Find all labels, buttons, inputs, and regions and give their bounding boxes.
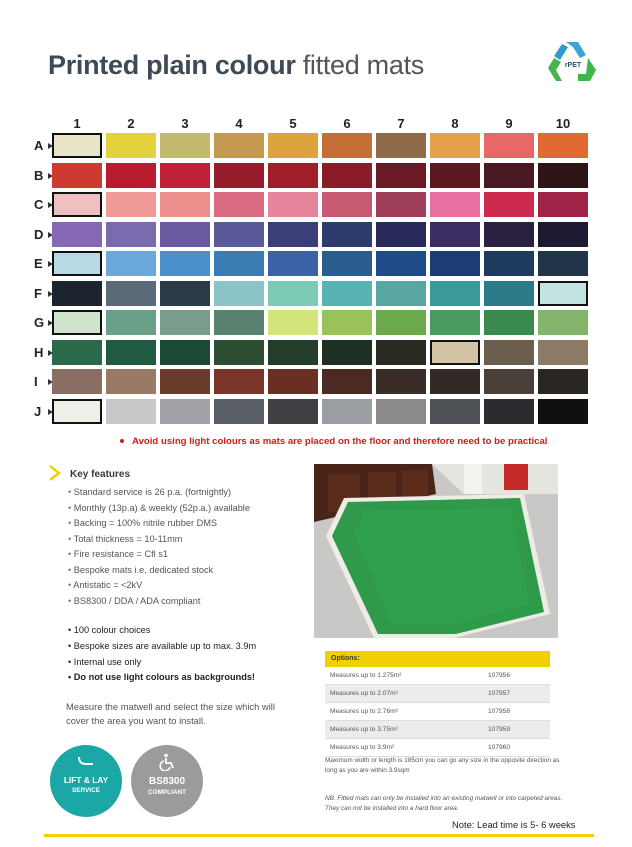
feature-item: • Total thickness = 10-11mm [68,532,250,548]
swatch-g10[interactable] [538,310,588,335]
swatch-i4[interactable] [214,369,264,394]
key-features-list [68,485,250,609]
swatch-c3[interactable] [160,192,210,217]
option-description: Measures up to 2.76m² [330,708,398,715]
swatch-e6[interactable] [322,251,372,276]
column-header: 5 [289,116,297,131]
swatch-i9[interactable] [484,369,534,394]
feature-item: • Internal use only [68,655,256,671]
lift-and-lay-badge [50,745,122,817]
swatch-h4[interactable] [214,340,264,365]
swatch-d1[interactable] [52,222,102,247]
column-header: 4 [235,116,243,131]
swatch-b8[interactable] [430,163,480,188]
swatch-h2[interactable] [106,340,156,365]
swatch-h5[interactable] [268,340,318,365]
wheelchair-icon [158,753,176,771]
swatch-g1[interactable] [52,310,102,335]
options-row [325,703,550,721]
column-header: 3 [181,116,189,131]
swatch-e7[interactable] [376,251,426,276]
swatch-c5[interactable] [268,192,318,217]
swatch-f3[interactable] [160,281,210,306]
swatch-a5[interactable] [268,133,318,158]
swatch-i3[interactable] [160,369,210,394]
swatch-h1[interactable] [52,340,102,365]
option-code: 107958 [488,708,511,715]
swatch-e10[interactable] [538,251,588,276]
swatch-e2[interactable] [106,251,156,276]
swatch-d4[interactable] [214,222,264,247]
swatch-g4[interactable] [214,310,264,335]
swatch-i6[interactable] [322,369,372,394]
option-code: 107960 [488,744,511,751]
option-code: 107956 [488,672,511,679]
swatch-h7[interactable] [376,340,426,365]
bullet-icon [120,439,124,443]
rpet-recycle-icon [546,38,598,84]
swatch-g8[interactable] [430,310,480,335]
swatch-g5[interactable] [268,310,318,335]
swatch-b4[interactable] [214,163,264,188]
options-header: Options: [325,651,550,667]
swatch-i8[interactable] [430,369,480,394]
feature-item: • Do not use light colours as backgrounds! [68,670,256,686]
swatch-j9[interactable] [484,399,534,424]
page-title [48,50,424,81]
swatch-d3[interactable] [160,222,210,247]
swatch-i10[interactable] [538,369,588,394]
swatch-d6[interactable] [322,222,372,247]
swatch-j8[interactable] [430,399,480,424]
row-header: G [34,315,45,330]
column-header: 8 [451,116,459,131]
lift-badge-line2: SERVICE [72,787,100,794]
options-row [325,721,550,739]
warning-note [120,436,547,447]
swatch-f6[interactable] [322,281,372,306]
swatch-h3[interactable] [160,340,210,365]
swatch-h9[interactable] [484,340,534,365]
swatch-a10[interactable] [538,133,588,158]
swatch-b10[interactable] [538,163,588,188]
feature-item: • Fire resistance = Cfl s1 [68,547,250,563]
row-header: D [34,226,44,242]
options-row [325,667,550,685]
row-header: F [34,285,42,301]
option-description: Measures up to 2.07m² [330,690,398,697]
feature-item: • Backing = 100% nitrile rubber DMS [68,516,250,532]
swatch-j7[interactable] [376,399,426,424]
column-header: 2 [127,116,135,131]
title-bold: Printed plain colour [48,50,296,80]
swatch-a9[interactable] [484,133,534,158]
feature-item: • Bespoke mats i.e. dedicated stock [68,563,250,579]
swatch-c2[interactable] [106,192,156,217]
column-header: 10 [555,116,571,131]
feature-item: • BS8300 / DDA / ADA compliant [68,594,250,610]
swatch-j2[interactable] [106,399,156,424]
swatch-f4[interactable] [214,281,264,306]
column-header: 6 [343,116,351,131]
swatch-d10[interactable] [538,222,588,247]
swatch-f2[interactable] [106,281,156,306]
swatch-g9[interactable] [484,310,534,335]
swatch-b3[interactable] [160,163,210,188]
swatch-f5[interactable] [268,281,318,306]
swatch-e9[interactable] [484,251,534,276]
swatch-j3[interactable] [160,399,210,424]
swatch-b9[interactable] [484,163,534,188]
row-header: I [34,374,38,389]
swatch-a4[interactable] [214,133,264,158]
bs8300-badge [131,745,203,817]
swatch-c9[interactable] [484,192,534,217]
column-header: 7 [397,116,405,131]
swatch-a3[interactable] [160,133,210,158]
swatch-f7[interactable] [376,281,426,306]
row-header: C [34,197,44,212]
swatch-c8[interactable] [430,192,480,217]
options-table [325,651,550,757]
swatch-d8[interactable] [430,222,480,247]
title-light: fitted mats [302,50,424,80]
swatch-h10[interactable] [538,340,588,365]
swatch-f1[interactable] [52,281,102,306]
row-header: A [34,138,44,153]
feature-item: • Bespoke sizes are available up to max. 3.9m [68,639,256,655]
swatch-a6[interactable] [322,133,372,158]
swatch-j1[interactable] [52,399,102,424]
max-size-note: Maximum width or length is 185cm you can go any size in the opposite direction as long as you are within 3.9sqm [325,757,560,774]
swatch-c4[interactable] [214,192,264,217]
swatch-i2[interactable] [106,369,156,394]
options-row [325,739,550,757]
swatch-h6[interactable] [322,340,372,365]
swatch-j5[interactable] [268,399,318,424]
swatch-e8[interactable] [430,251,480,276]
rpet-label: rPET [564,62,582,69]
key-features-title: Key features [70,469,131,480]
swatch-d5[interactable] [268,222,318,247]
swatch-a8[interactable] [430,133,480,158]
row-header: E [34,256,43,271]
row-header: B [34,167,44,183]
swatch-f10[interactable] [538,281,588,306]
swatch-a7[interactable] [376,133,426,158]
swatch-e4[interactable] [214,251,264,276]
column-header: 1 [73,116,81,131]
swatch-i5[interactable] [268,369,318,394]
footer-rule [44,834,594,837]
swatch-b2[interactable] [106,163,156,188]
swatch-f9[interactable] [484,281,534,306]
swatch-g2[interactable] [106,310,156,335]
swatch-e3[interactable] [160,251,210,276]
lift-badge-line1: LIFT & LAY [63,775,109,785]
swatch-d7[interactable] [376,222,426,247]
key-features-list-2 [68,623,256,686]
swatch-i1[interactable] [52,369,102,394]
colour-swatch-grid [34,116,584,428]
swatch-g7[interactable] [376,310,426,335]
swatch-f8[interactable] [430,281,480,306]
feature-item: • Monthly (13p.a) & weekly (52p.a.) available [68,501,250,517]
swatch-a1[interactable] [52,133,102,158]
swatch-h8[interactable] [430,340,480,365]
swatch-i7[interactable] [376,369,426,394]
swatch-c6[interactable] [322,192,372,217]
nb-note: NB. Fitted mats can only be installed into an existing matwell or into carpeted areas. They can not be installed into a hard floor area. [325,795,563,812]
bs-badge-line2: COMPLIANT [148,789,186,796]
swatch-e5[interactable] [268,251,318,276]
option-description: Measures up to 3.75m² [330,726,398,733]
options-row [325,685,550,703]
swatch-g3[interactable] [160,310,210,335]
swatch-d9[interactable] [484,222,534,247]
swatch-c1[interactable] [52,192,102,217]
option-code: 107957 [488,690,511,697]
option-description: Measures up to 3.9m² [330,744,395,751]
swatch-b5[interactable] [268,163,318,188]
chevron-right-icon [48,465,62,481]
swatch-g6[interactable] [322,310,372,335]
mat-lift-icon [77,755,95,767]
swatch-c10[interactable] [538,192,588,217]
swatch-b7[interactable] [376,163,426,188]
feature-item: • Standard service is 26 p.a. (fortnightly) [68,485,250,501]
feature-item: • Antistatic = <2kV [68,578,250,594]
swatch-b6[interactable] [322,163,372,188]
measure-instructions: Measure the matwell and select the size which will cover the area you want to install. [66,701,275,726]
swatch-c7[interactable] [376,192,426,217]
column-header: 9 [505,116,513,131]
warning-text: Avoid using light colours as mats are placed on the floor and therefore need to be practical [132,436,548,447]
option-description: Measures up to 1.275m² [330,672,402,679]
bs-badge-line1: BS8300 [148,776,186,787]
feature-item: • 100 colour choices [68,623,256,639]
row-header: J [34,403,42,419]
swatch-j4[interactable] [214,399,264,424]
option-code: 107959 [488,726,511,733]
swatch-j6[interactable] [322,399,372,424]
swatch-b1[interactable] [52,163,102,188]
fitted-mat-photo [314,464,558,638]
swatch-j10[interactable] [538,399,588,424]
lead-time-note: Note: Lead time is 5- 6 weeks [452,819,576,830]
swatch-d2[interactable] [106,222,156,247]
row-header: H [34,344,44,360]
swatch-a2[interactable] [106,133,156,158]
swatch-e1[interactable] [52,251,102,276]
